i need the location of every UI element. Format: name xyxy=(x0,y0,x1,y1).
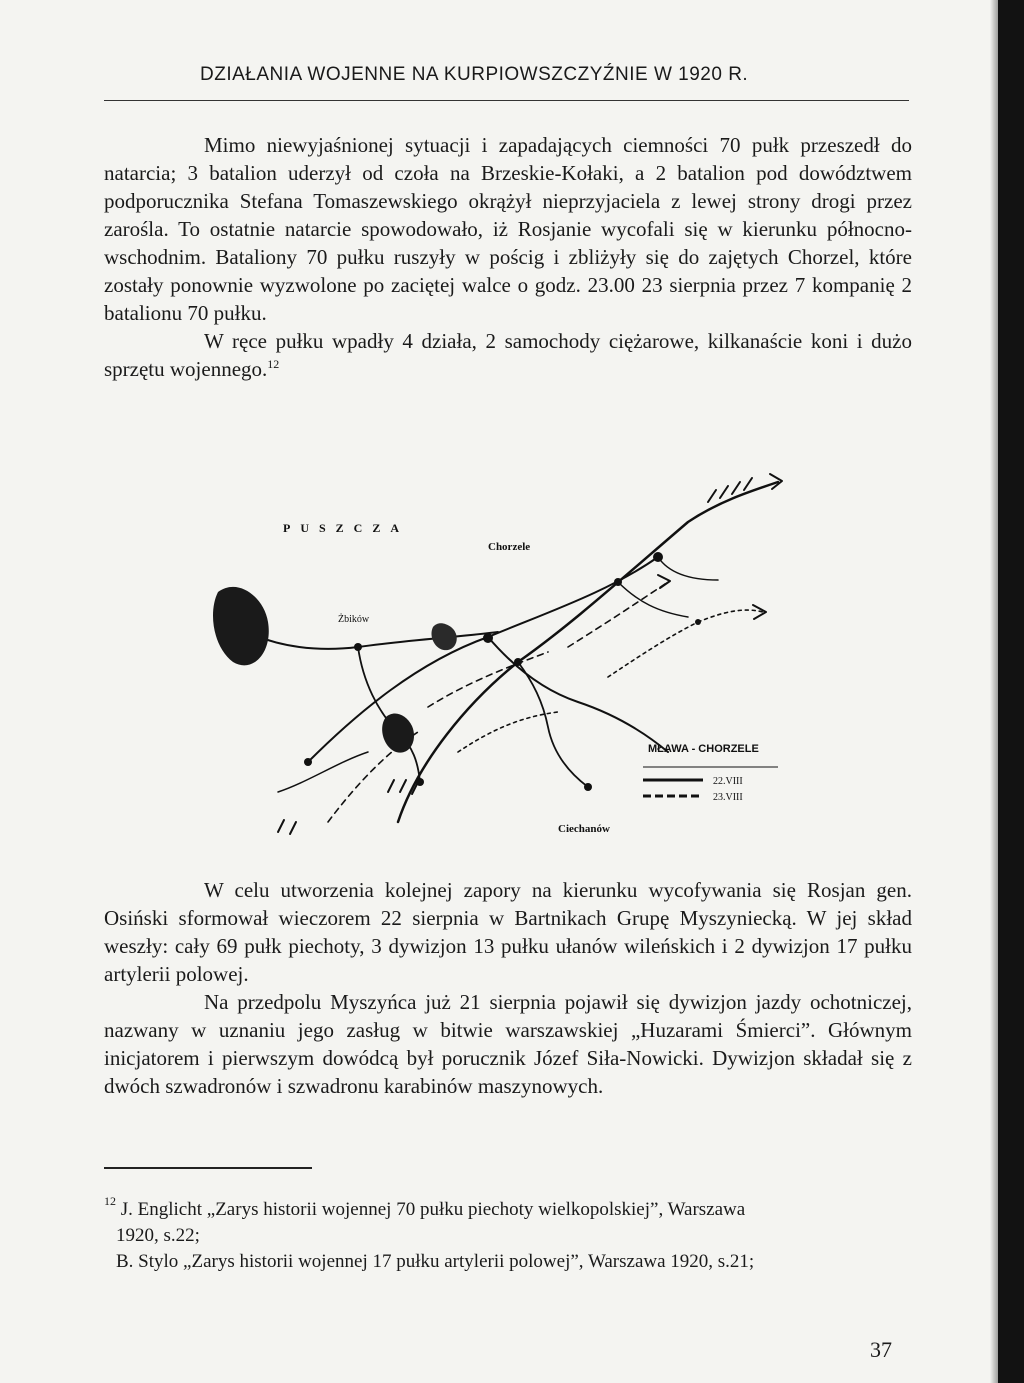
paragraph xyxy=(104,131,912,327)
footnote-text: J. Englicht „Zarys historii wojennej 70 pułku piechoty wielkopolskiej”, Warszawa xyxy=(120,1199,746,1220)
map-legend-title: MŁAWA - CHORZELE xyxy=(648,743,759,755)
lake-area xyxy=(431,623,456,650)
footnote-number: 12 xyxy=(104,1194,116,1208)
map-label-forest: PUSZCZA xyxy=(283,521,410,535)
text-block-bottom xyxy=(104,876,912,1100)
page-number: 37 xyxy=(870,1337,892,1362)
header-rule xyxy=(104,100,909,101)
map-label-place: Ciechanów xyxy=(558,823,610,835)
text-block-top xyxy=(104,131,912,383)
running-head: DZIAŁANIA WOJENNE NA KURPIOWSZCZYŹNIE W 1920 R. xyxy=(200,64,749,85)
forest-area xyxy=(213,587,269,666)
page-edge-shadow xyxy=(990,0,998,1383)
map-drawing xyxy=(188,462,798,852)
footnote-ref: 12 xyxy=(267,357,280,371)
footnote-line xyxy=(104,1188,912,1223)
footnote-rule xyxy=(104,1167,312,1169)
paragraph-text: W ręce pułku wpadły 4 działa, 2 samochody ciężarowe, kilkanaście koni i dużo sprzętu wojennego. xyxy=(104,329,912,381)
map-label-place: Chorzele xyxy=(488,541,531,553)
footnotes xyxy=(104,1188,912,1275)
page-edge xyxy=(998,0,1024,1383)
paragraph: Na przedpolu Myszyńca już 21 sierpnia pojawił się dywizjon jazdy ochotniczej, nazwany w uznaniu jego zasług w bitwie warszawskiej „Huzarami Śmierci”. Głównym inicjatorem i pierwszym dowódcą był porucznik Józef Siła-Nowicki. Dywizjon składał się z dwóch szwadronów i szwadronu karabinów maszynowych. xyxy=(104,990,912,1098)
map-legend-date: 23.VIII xyxy=(713,792,743,803)
paragraph: W celu utworzenia kolejnej zapory na kierunku wycofywania się Rosjan gen. Osiński sformował wieczorem 22 sierpnia w Bartnikach Grupę Myszyniecką. W jej skład weszły: cały 69 pułk piechoty, 3 dywizjon 13 pułku ułanów wileńskich i 2 dywizjon 17 pułku artylerii polowej. xyxy=(104,878,912,986)
map-label-place: Żbików xyxy=(338,614,370,625)
footnote-line: 1920, s.22; xyxy=(116,1225,200,1246)
footnote-line: B. Stylo „Zarys historii wojennej 17 pułku artylerii polowej”, Warszawa 1920, s.21; xyxy=(116,1251,755,1272)
lake-area xyxy=(382,714,414,753)
battle-map xyxy=(188,462,798,852)
map-legend-date: 22.VIII xyxy=(713,776,743,787)
paragraph-text: Mimo niewyjaśnionej sytuacji i zapadających ciemności 70 pułk przeszedł do natarcia; 3 batalion uderzył od czoła na Brzeskie-Kołaki, a 2 batalion pod dowództwem podporucznika Stefana Tomaszewskiego okrążył nieprzyjaciela z lewej strony drogi przez zarośla. To ostatnie natarcie spowodowało, iż Rosjanie wycofali się w kierunku północno-wschodnim. Bataliony 70 pułku ruszyły w pościg i zbliżyły się do zajętych Chorzel, które zostały ponownie wyzwolone po zaciętej walce o godz. 23.00 23 sierpnia przez 7 kompanię 2 batalionu 70 pułku. xyxy=(104,133,912,325)
paragraph xyxy=(104,327,912,383)
